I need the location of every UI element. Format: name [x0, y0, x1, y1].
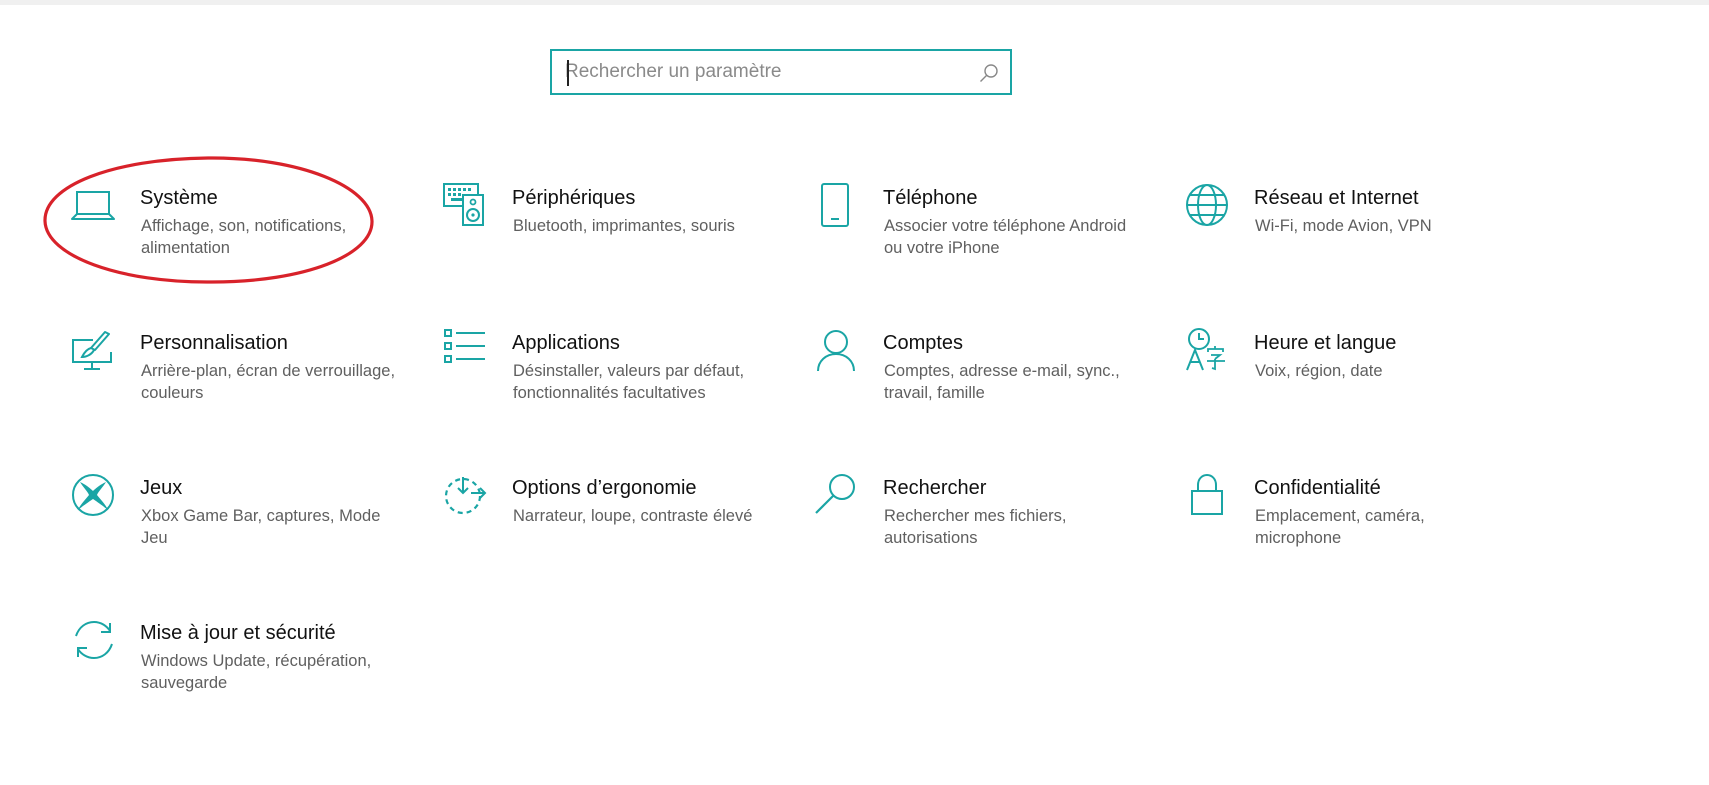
paint-monitor-icon [71, 328, 119, 376]
tile-title: Jeux [140, 477, 183, 499]
tile-applications[interactable] [443, 328, 773, 438]
tile-title: Comptes [883, 332, 964, 354]
tile-description: Affichage, son, notifications, alimentation [141, 217, 347, 257]
search-input[interactable] [565, 51, 965, 93]
person-icon [814, 328, 862, 376]
tile-description: Emplacement, caméra, microphone [1255, 507, 1425, 547]
tile-title: Personnalisation [140, 332, 288, 354]
laptop-icon [71, 183, 119, 231]
tile-confidentialite[interactable] [1185, 473, 1515, 583]
text-caret [567, 60, 569, 86]
tile-rechercher[interactable] [814, 473, 1144, 583]
tile-title: Téléphone [883, 187, 978, 209]
tile-title: Options d’ergonomie [512, 477, 697, 499]
tile-title: Heure et langue [1254, 332, 1397, 354]
tile-title: Applications [512, 332, 620, 354]
tile-title: Rechercher [883, 477, 987, 499]
tile-title: Réseau et Internet [1254, 187, 1419, 209]
tile-systeme[interactable] [71, 183, 401, 293]
tile-description: Voix, région, date [1255, 362, 1383, 380]
magnifier-icon [814, 473, 862, 521]
search-icon[interactable] [978, 62, 1000, 84]
tile-personnalisation[interactable] [71, 328, 401, 438]
tile-description: Xbox Game Bar, captures, Mode Jeu [141, 507, 381, 547]
tile-title: Système [140, 187, 218, 209]
sync-arrows-icon [71, 618, 119, 666]
tile-description: Bluetooth, imprimantes, souris [513, 217, 735, 235]
lock-icon [1185, 473, 1233, 521]
xbox-icon [71, 473, 119, 521]
tile-telephone[interactable] [814, 183, 1144, 293]
tile-title: Confidentialité [1254, 477, 1381, 499]
tile-title: Mise à jour et sécurité [140, 622, 336, 644]
time-language-icon [1185, 328, 1233, 376]
tile-description: Associer votre téléphone Android ou votre iPhone [884, 217, 1127, 257]
window-top-strip [0, 0, 1709, 5]
globe-icon [1185, 183, 1233, 231]
keyboard-speaker-icon [443, 183, 491, 231]
phone-icon [814, 183, 862, 231]
tile-description: Narrateur, loupe, contraste élevé [513, 507, 753, 525]
ease-of-access-icon [443, 473, 491, 521]
tile-peripheriques[interactable] [443, 183, 773, 293]
tile-description: Wi-Fi, mode Avion, VPN [1255, 217, 1432, 235]
tile-description: Rechercher mes fichiers, autorisations [884, 507, 1067, 547]
tile-description: Arrière-plan, écran de verrouillage, couleurs [141, 362, 396, 402]
apps-list-icon [443, 328, 491, 376]
tile-mise-a-jour-securite[interactable] [71, 618, 401, 728]
tile-jeux[interactable] [71, 473, 401, 583]
tile-description: Windows Update, récupération, sauvegarde [141, 652, 372, 692]
tile-description: Désinstaller, valeurs par défaut, fonctionnalités facultatives [513, 362, 745, 402]
tile-heure-langue[interactable] [1185, 328, 1515, 438]
settings-search-box[interactable] [550, 49, 1012, 95]
tile-title: Périphériques [512, 187, 636, 209]
tile-reseau-internet[interactable] [1185, 183, 1515, 293]
tile-options-ergonomie[interactable] [443, 473, 773, 583]
tile-description: Comptes, adresse e-mail, sync., travail, famille [884, 362, 1120, 402]
tile-comptes[interactable] [814, 328, 1144, 438]
